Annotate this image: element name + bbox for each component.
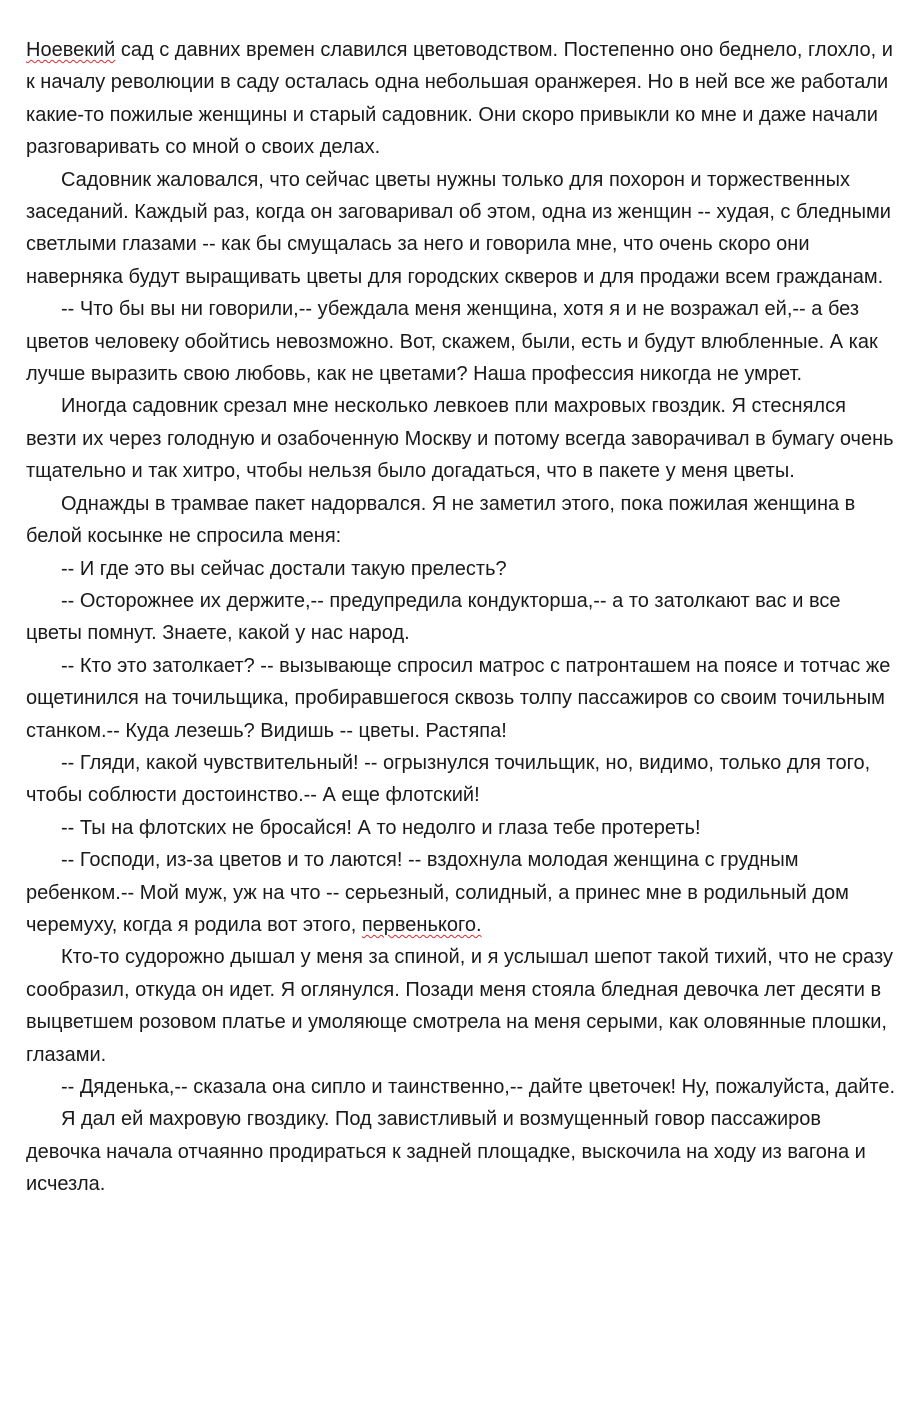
paragraph-text: -- Господи, из-за цветов и то лаются! -- вздохнула молодая женщина с грудным ребенком.-- Мой муж, уж на что -- серьезный, солидный, а принес мне в родильный дом черемуху, когда я родила вот этого, bbox=[26, 849, 849, 936]
paragraph-12 bbox=[26, 941, 898, 1071]
paragraph-text: Я дал ей махровую гвоздику. Под завистливый и возмущенный говор пассажиров девочка начала отчаянно продираться к задней площадке, выскочила на ходу из вагона и исчезла. bbox=[26, 1108, 866, 1196]
spellcheck-flagged-word: Ноевекий bbox=[26, 39, 116, 61]
paragraph-text: Однажды в трамвае пакет надорвался. Я не заметил этого, пока пожилая женщина в белой косынке не спросила меня: bbox=[26, 492, 856, 548]
paragraph-9 bbox=[26, 747, 898, 812]
paragraph-text: -- Дяденька,-- сказала она сипло и таинственно,-- дайте цветочек! Ну, пожалуйста, дайте. bbox=[61, 1076, 896, 1098]
paragraph-text: Кто-то судорожно дышал у меня за спиной, и я услышал шепот такой тихий, что не сразу сообразил, откуда он идет. Я оглянулся. Позади меня стояла бледная девочка лет десяти в выцветшем розовом платье и умоляюще смотрела на меня серыми, как оловянные плошки, глазами. bbox=[26, 946, 893, 1066]
paragraph-4 bbox=[26, 390, 898, 487]
paragraph-10 bbox=[26, 812, 898, 844]
paragraph-text: -- И где это вы сейчас достали такую прелесть? bbox=[61, 557, 507, 580]
paragraph-text: Иногда садовник срезал мне несколько левкоев пли махровых гвоздик. Я стеснялся везти их через голодную и озабоченную Москву и потому всегда заворачивал в бумагу очень тщательно и так хитро, чтобы нельзя было догадаться, что в пакете у меня цветы. bbox=[26, 395, 894, 483]
spellcheck-flagged-word: первенького. bbox=[361, 913, 482, 936]
paragraph-text: -- Что бы вы ни говорили,-- убеждала меня женщина, хотя я и не возражал ей,-- а без цветов человеку обойтись невозможно. Вот, скажем, были, есть и будут влюбленные. А как лучше выразить свою любовь, как не цветами? Наша профессия никогда не умрет. bbox=[26, 298, 878, 386]
paragraph-text: -- Кто это затолкает? -- вызывающе спросил матрос с патронташем на поясе и тотчас же ощетинился на точильщика, пробиравшегося сквозь толпу пассажиров со своим точильным станком.-- Куда лезешь? Видишь -- цветы. Растяпа! bbox=[26, 654, 891, 742]
document-page bbox=[26, 34, 898, 1201]
paragraph-2 bbox=[26, 164, 898, 294]
paragraph-1 bbox=[26, 34, 898, 164]
paragraph-text: Садовник жаловался, что сейчас цветы нужны только для похорон и торжественных заседаний. Каждый раз, когда он заговаривал об этом, одна из женщин -- худая, с бледными светлыми глазами -- как бы смущалась за него и говорила мне, что очень скоро они наверняка будут выращивать цветы для городских скверов и для продажи всем гражданам. bbox=[26, 168, 891, 288]
paragraph-8 bbox=[26, 650, 898, 747]
paragraph-6 bbox=[26, 553, 898, 585]
paragraph-text: -- Ты на флотских не бросайся! А то недолго и глаза тебе протереть! bbox=[61, 816, 701, 839]
paragraph-text: сад с давних времен славился цветоводством. Постепенно оно беднело, глохло, и к началу революции в саду осталась одна небольшая оранжерея. Но в ней все же работали какие-то пожилые женщины и старый садовник. Они скоро привыкли ко мне и даже начали разговаривать со мной о своих делах. bbox=[26, 39, 893, 159]
paragraph-13 bbox=[26, 1071, 898, 1103]
paragraph-3 bbox=[26, 293, 898, 390]
paragraph-text: -- Гляди, какой чувствительный! -- огрызнулся точильщик, но, видимо, только для того, чтобы соблюсти достоинство.-- А еще флотский! bbox=[26, 751, 871, 807]
paragraph-14 bbox=[26, 1103, 898, 1200]
paragraph-11 bbox=[26, 844, 898, 941]
paragraph-text: -- Осторожнее их держите,-- предупредила кондукторша,-- а то затолкают вас и все цветы помнут. Знаете, какой у нас народ. bbox=[26, 589, 841, 645]
paragraph-5 bbox=[26, 488, 898, 553]
paragraph-7 bbox=[26, 585, 898, 650]
